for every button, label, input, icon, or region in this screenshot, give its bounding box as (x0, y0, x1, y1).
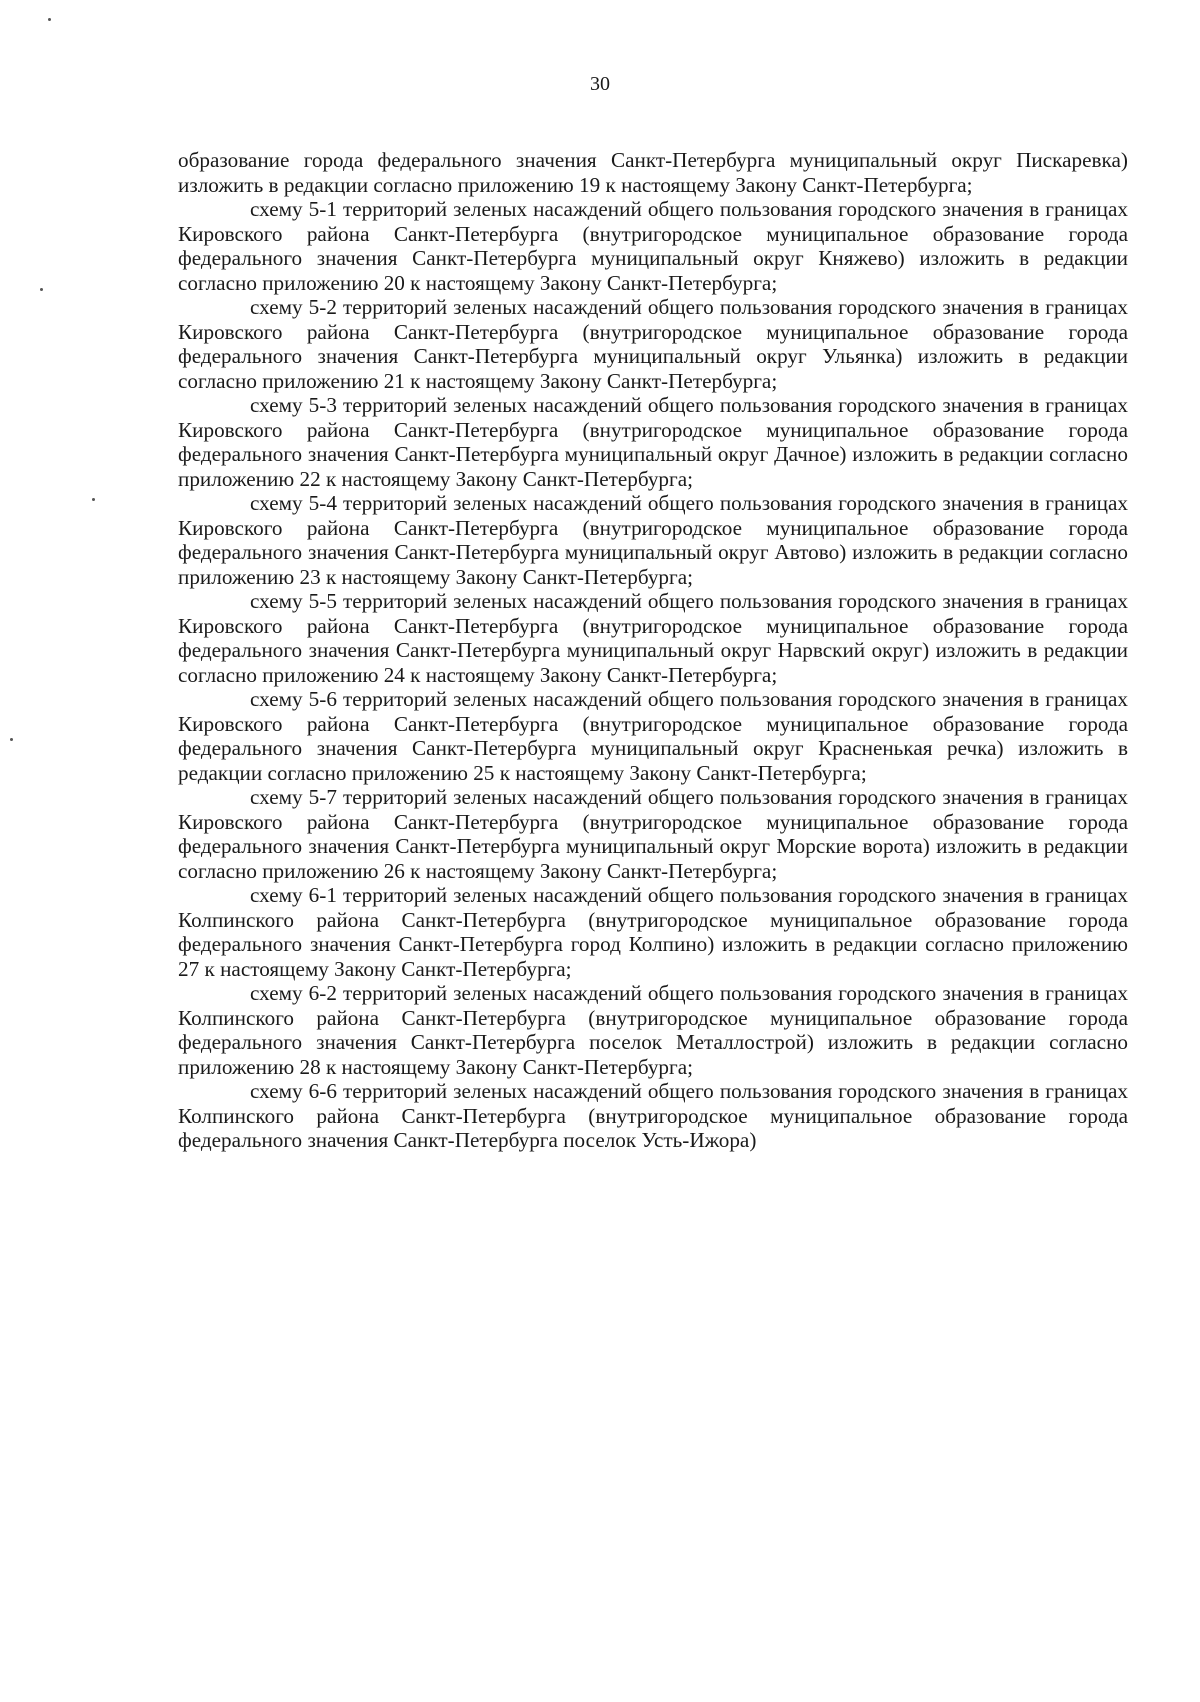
document-body (178, 148, 1128, 1153)
paragraph-scheme-6-1: схему 6-1 территорий зеленых насаждений общего пользования городского значения в границах Колпинского района Санкт-Петербурга (внутригородское муниципальное образование города федерального значения Санкт-Петербурга город Колпино) изложить в редакции согласно приложению 27 к настоящему Закону Санкт-Петербурга; (178, 883, 1128, 981)
paragraph-scheme-6-2: схему 6-2 территорий зеленых насаждений общего пользования городского значения в границах Колпинского района Санкт-Петербурга (внутригородское муниципальное образование города федерального значения Санкт-Петербурга поселок Металлострой) изложить в редакции согласно приложению 28 к настоящему Закону Санкт-Петербурга; (178, 981, 1128, 1079)
paragraph-continuation: образование города федерального значения Санкт-Петербурга муниципальный округ Пискаревка) изложить в редакции согласно приложению 19 к настоящему Закону Санкт-Петербурга; (178, 148, 1128, 197)
paragraph-scheme-5-7: схему 5-7 территорий зеленых насаждений общего пользования городского значения в границах Кировского района Санкт-Петербурга (внутригородское муниципальное образование города федерального значения Санкт-Петербурга муниципальный округ Морские ворота) изложить в редакции согласно приложению 26 к настоящему Закону Санкт-Петербурга; (178, 785, 1128, 883)
page-number: 30 (590, 73, 610, 95)
paragraph-scheme-5-3: схему 5-3 территорий зеленых насаждений общего пользования городского значения в границах Кировского района Санкт-Петербурга (внутригородское муниципальное образование города федерального значения Санкт-Петербурга муниципальный округ Дачное) изложить в редакции согласно приложению 22 к настоящему Закону Санкт-Петербурга; (178, 393, 1128, 491)
paragraph-scheme-5-6: схему 5-6 территорий зеленых насаждений общего пользования городского значения в границах Кировского района Санкт-Петербурга (внутригородское муниципальное образование города федерального значения Санкт-Петербурга муниципальный округ Красненькая речка) изложить в редакции согласно приложению 25 к настоящему Закону Санкт-Петербурга; (178, 687, 1128, 785)
scan-speck (48, 18, 51, 21)
scan-speck (40, 288, 43, 291)
paragraph-scheme-5-1: схему 5-1 территорий зеленых насаждений общего пользования городского значения в границах Кировского района Санкт-Петербурга (внутригородское муниципальное образование города федерального значения Санкт-Петербурга муниципальный округ Княжево) изложить в редакции согласно приложению 20 к настоящему Закону Санкт-Петербурга; (178, 197, 1128, 295)
paragraph-scheme-5-5: схему 5-5 территорий зеленых насаждений общего пользования городского значения в границах Кировского района Санкт-Петербурга (внутригородское муниципальное образование города федерального значения Санкт-Петербурга муниципальный округ Нарвский округ) изложить в редакции согласно приложению 24 к настоящему Закону Санкт-Петербурга; (178, 589, 1128, 687)
scan-speck (10, 738, 13, 741)
paragraph-scheme-6-6: схему 6-6 территорий зеленых насаждений общего пользования городского значения в границах Колпинского района Санкт-Петербурга (внутригородское муниципальное образование города федерального значения Санкт-Петербурга поселок Усть-Ижора) (178, 1079, 1128, 1152)
paragraph-scheme-5-4: схему 5-4 территорий зеленых насаждений общего пользования городского значения в границах Кировского района Санкт-Петербурга (внутригородское муниципальное образование города федерального значения Санкт-Петербурга муниципальный округ Автово) изложить в редакции согласно приложению 23 к настоящему Закону Санкт-Петербурга; (178, 491, 1128, 589)
paragraph-scheme-5-2: схему 5-2 территорий зеленых насаждений общего пользования городского значения в границах Кировского района Санкт-Петербурга (внутригородское муниципальное образование города федерального значения Санкт-Петербурга муниципальный округ Ульянка) изложить в редакции согласно приложению 21 к настоящему Закону Санкт-Петербурга; (178, 295, 1128, 393)
scan-speck (92, 498, 95, 501)
